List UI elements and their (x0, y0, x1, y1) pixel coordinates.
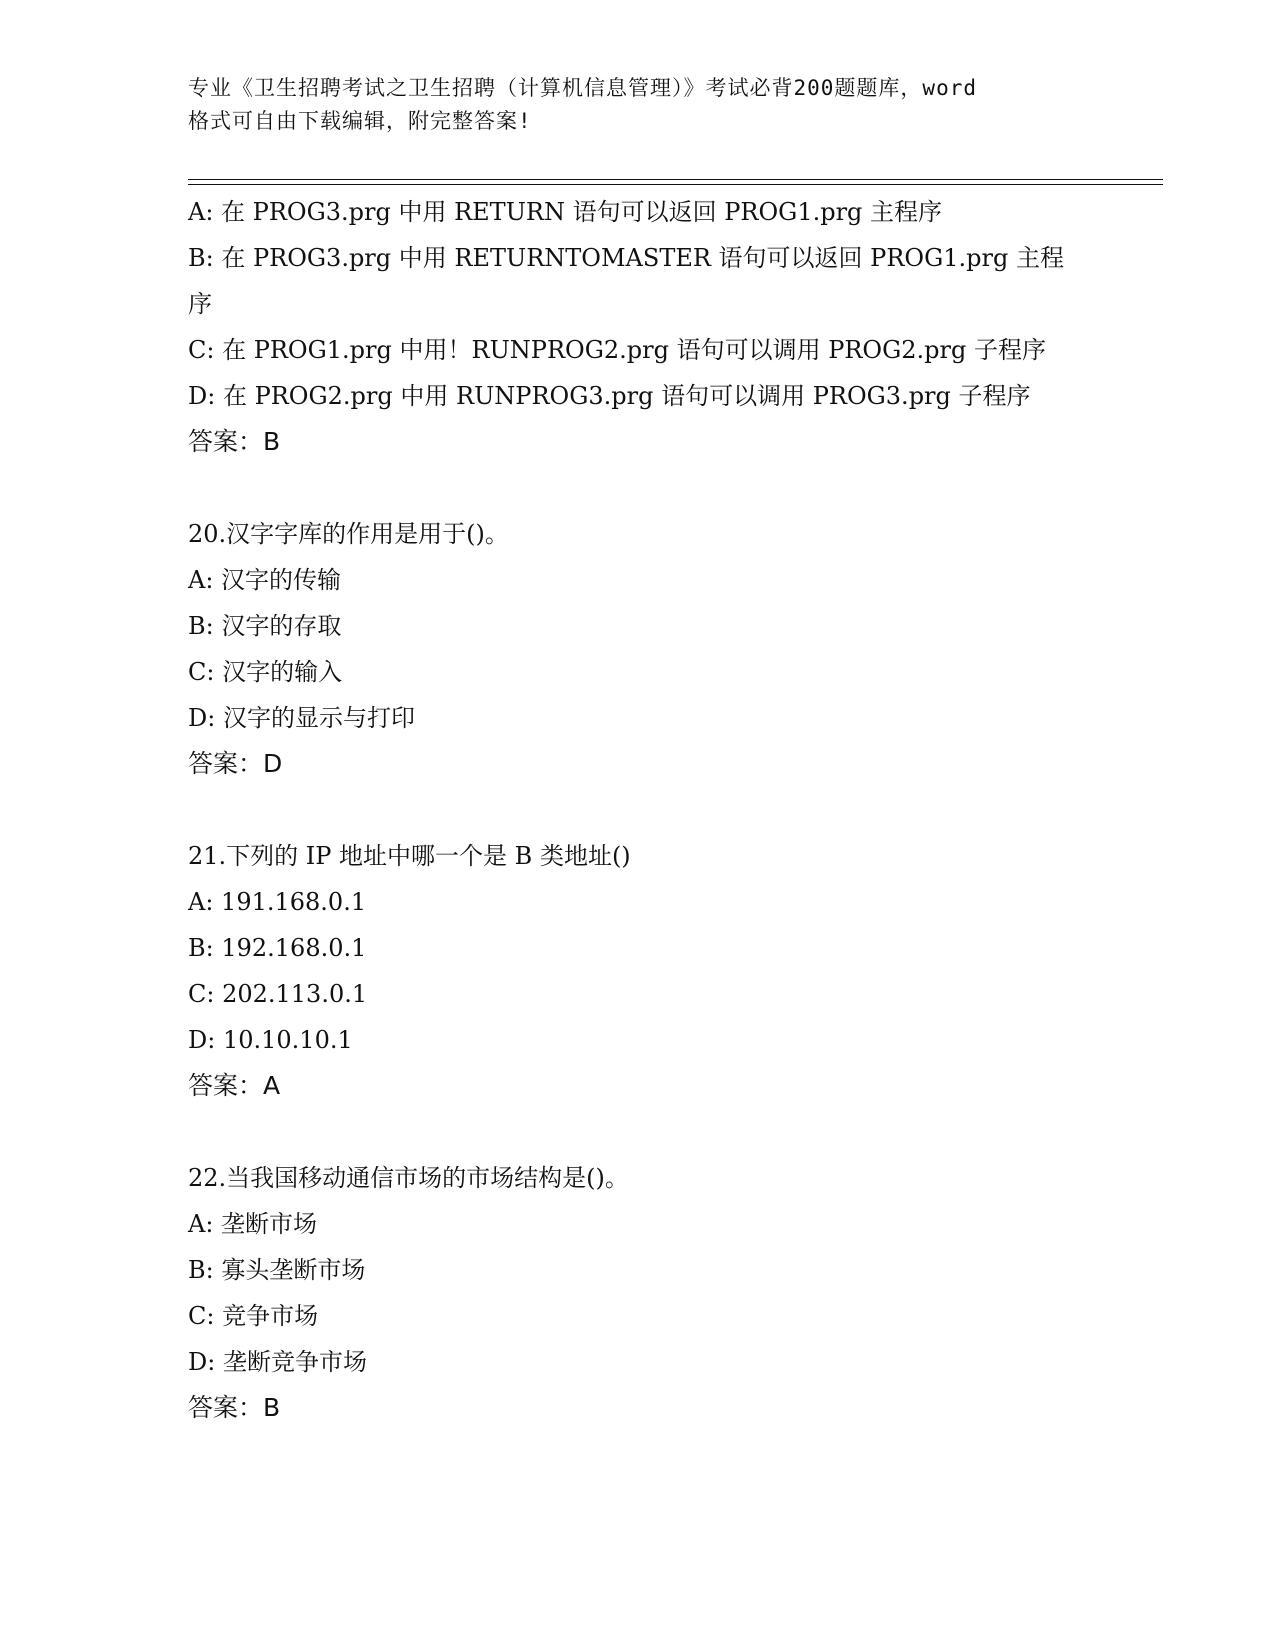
question-list (188, 189, 1148, 1431)
spacer (188, 465, 1148, 511)
answer: 答案：B (188, 427, 281, 456)
option-d: D: 10.10.10.1 (188, 1026, 353, 1054)
question-block-20 (188, 511, 1148, 787)
document-header (188, 72, 1118, 138)
question-block-19 (188, 189, 1148, 465)
option-b: B: 汉字的存取 (188, 612, 342, 640)
option-b: B: 寡头垄断市场 (188, 1256, 366, 1284)
option-c: C: 在 PROG1.prg 中用！RUNPROG2.prg 语句可以调用 PROG2.prg 子程序 (188, 336, 1047, 364)
spacer (188, 1109, 1148, 1155)
option-d: D: 在 PROG2.prg 中用 RUNPROG3.prg 语句可以调用 PROG3.prg 子程序 (188, 382, 1031, 410)
option-d: D: 垄断竞争市场 (188, 1348, 367, 1376)
spacer (188, 787, 1148, 833)
option-a: A: 汉字的传输 (188, 566, 342, 594)
answer: 答案：A (188, 1071, 281, 1100)
question-block-22 (188, 1155, 1148, 1431)
option-d: D: 汉字的显示与打印 (188, 704, 415, 732)
option-c: C: 竞争市场 (188, 1302, 319, 1330)
answer: 答案：D (188, 749, 283, 778)
question-text: 21.下列的 IP 地址中哪一个是 B 类地址() (188, 842, 631, 870)
question-text: 20.汉字字库的作用是用于()。 (188, 520, 509, 548)
option-b: B: 在 PROG3.prg 中用 RETURNTOMASTER 语句可以返回 PROG1.prg 主程序 (188, 244, 1064, 318)
option-a: A: 在 PROG3.prg 中用 RETURN 语句可以返回 PROG1.prg 主程序 (188, 198, 943, 226)
answer: 答案：B (188, 1393, 281, 1422)
option-a: A: 191.168.0.1 (188, 888, 367, 916)
header-line-1: 专业《卫生招聘考试之卫生招聘（计算机信息管理）》考试必背200题题库，word (188, 76, 977, 100)
option-c: C: 202.113.0.1 (188, 980, 368, 1008)
header-rule-top (188, 179, 1163, 180)
header-line-2: 格式可自由下载编辑，附完整答案! (188, 109, 532, 133)
question-block-21 (188, 833, 1148, 1109)
option-b: B: 192.168.0.1 (188, 934, 367, 962)
question-text: 22.当我国移动通信市场的市场结构是()。 (188, 1164, 629, 1192)
header-rule-bottom (188, 184, 1163, 185)
option-a: A: 垄断市场 (188, 1210, 318, 1238)
option-c: C: 汉字的输入 (188, 658, 343, 686)
